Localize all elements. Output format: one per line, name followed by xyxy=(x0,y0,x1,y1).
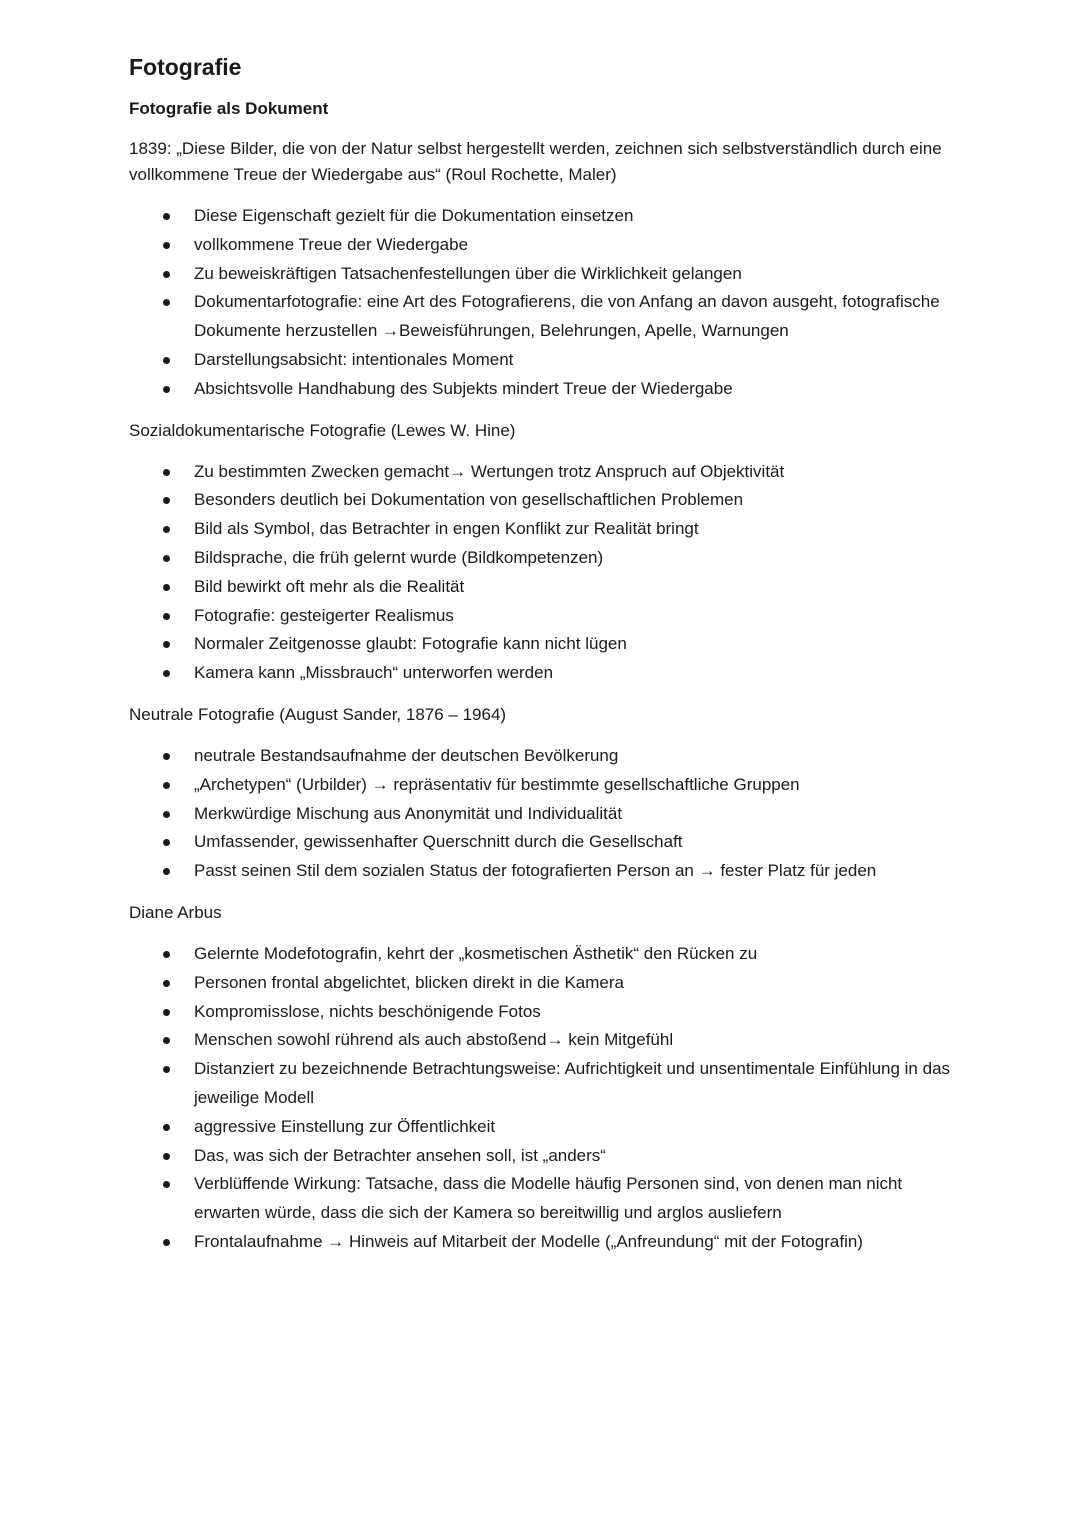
list-item xyxy=(129,486,959,515)
document-page xyxy=(129,50,959,1257)
list-item-text: Besonders deutlich bei Dokumentation von gesellschaftlichen Problemen xyxy=(194,490,744,510)
list-item-text: Passt seinen Stil dem sozialen Status der fotografierten Person an → fester Platz für jeden xyxy=(194,861,877,881)
list-item xyxy=(129,544,959,573)
list-item xyxy=(129,800,959,829)
bullet-icon xyxy=(163,641,170,648)
list-item xyxy=(129,659,959,688)
list-item xyxy=(129,742,959,771)
list-item-text: Bildsprache, die früh gelernt wurde (Bildkompetenzen) xyxy=(194,547,604,567)
bullet-icon xyxy=(163,753,170,760)
list-item xyxy=(129,828,959,857)
bullet-list xyxy=(129,742,959,886)
list-item xyxy=(129,346,959,375)
list-item-text: Absichtsvolle Handhabung des Subjekts mindert Treue der Wiedergabe xyxy=(194,378,733,398)
bullet-list xyxy=(129,202,959,404)
list-item-text: neutrale Bestandsaufnahme der deutschen Bevölkerung xyxy=(194,745,619,765)
list-item-text: Dokumentarfotografie: eine Art des Fotografierens, die von Anfang an davon ausgeht, fotografische Dokumente herzustellen →Beweisführungen, Belehrungen, Apelle, Warnungen xyxy=(194,292,940,341)
bullet-list xyxy=(129,940,959,1257)
list-item xyxy=(129,857,959,886)
bullet-icon xyxy=(163,1239,170,1246)
list-item-text: Kompromisslose, nichts beschönigende Fotos xyxy=(194,1001,541,1021)
list-item-text: Bild als Symbol, das Betrachter in engen Konflikt zur Realität bringt xyxy=(194,519,699,539)
list-item xyxy=(129,260,959,289)
list-item-text: Diese Eigenschaft gezielt für die Dokumentation einsetzen xyxy=(194,206,634,225)
bullet-icon xyxy=(163,1066,170,1073)
list-item xyxy=(129,458,959,487)
bullet-icon xyxy=(163,271,170,278)
bullet-icon xyxy=(163,497,170,504)
section-heading: Sozialdokumentarische Fotografie (Lewes W. Hine) xyxy=(129,420,516,440)
bullet-icon xyxy=(163,1181,170,1188)
list-item xyxy=(129,771,959,800)
bullet-icon xyxy=(163,584,170,591)
bullet-icon xyxy=(163,951,170,958)
list-item-text: Normaler Zeitgenosse glaubt: Fotografie kann nicht lügen xyxy=(194,634,627,654)
list-item xyxy=(129,602,959,631)
list-item xyxy=(129,1170,959,1228)
list-item-text: Darstellungsabsicht: intentionales Moment xyxy=(194,349,514,369)
document-subtitle: Fotografie als Dokument xyxy=(129,99,329,118)
section-heading: Diane Arbus xyxy=(129,902,222,922)
list-item-text: Kamera kann „Missbrauch“ unterworfen werden xyxy=(194,663,554,683)
bullet-icon xyxy=(163,1037,170,1044)
list-item xyxy=(129,1228,959,1257)
list-item-text: Fotografie: gesteigerter Realismus xyxy=(194,605,454,625)
list-item xyxy=(129,515,959,544)
bullet-icon xyxy=(163,386,170,393)
bullet-icon xyxy=(163,980,170,987)
list-item-text: Bild bewirkt oft mehr als die Realität xyxy=(194,576,465,596)
list-item-text: „Archetypen“ (Urbilder) → repräsentativ für bestimmte gesellschaftliche Gruppen xyxy=(194,774,800,794)
bullet-icon xyxy=(163,299,170,306)
list-item-text: Merkwürdige Mischung aus Anonymität und Individualität xyxy=(194,803,623,823)
bullet-icon xyxy=(163,213,170,220)
list-item xyxy=(129,202,959,231)
list-item-text: vollkommene Treue der Wiedergabe xyxy=(194,234,469,254)
list-item xyxy=(129,940,959,969)
list-item-text: Menschen sowohl rührend als auch abstoßend→ kein Mitgefühl xyxy=(194,1030,674,1050)
bullet-icon xyxy=(163,839,170,846)
bullet-icon xyxy=(163,868,170,875)
list-item xyxy=(129,630,959,659)
section-heading: Neutrale Fotografie (August Sander, 1876 – 1964) xyxy=(129,704,507,724)
list-item-text: Distanziert zu bezeichnende Betrachtungsweise: Aufrichtigkeit und unsentimentale Einfühlung in das jeweilige Modell xyxy=(194,1059,951,1107)
list-item-text: Das, was sich der Betrachter ansehen soll, ist „anders“ xyxy=(194,1145,606,1165)
bullet-icon xyxy=(163,1009,170,1016)
bullet-list xyxy=(129,458,959,688)
list-item-text: Frontalaufnahme → Hinweis auf Mitarbeit der Modelle („Anfreundung“ mit der Fotografin) xyxy=(194,1231,863,1251)
bullet-icon xyxy=(163,1124,170,1131)
list-item-text: Zu beweiskräftigen Tatsachenfestellungen über die Wirklichkeit gelangen xyxy=(194,263,742,283)
bullet-icon xyxy=(163,670,170,677)
bullet-icon xyxy=(163,526,170,533)
document-title: Fotografie xyxy=(129,54,242,80)
list-item xyxy=(129,1142,959,1171)
list-item xyxy=(129,288,959,346)
bullet-icon xyxy=(163,242,170,249)
list-item xyxy=(129,1113,959,1142)
bullet-icon xyxy=(163,782,170,789)
list-item xyxy=(129,573,959,602)
bullet-icon xyxy=(163,1153,170,1160)
bullet-icon xyxy=(163,613,170,620)
bullet-icon xyxy=(163,469,170,476)
list-item-text: Personen frontal abgelichtet, blicken direkt in die Kamera xyxy=(194,972,624,992)
list-item xyxy=(129,998,959,1027)
list-item xyxy=(129,969,959,998)
intro-quote: 1839: „Diese Bilder, die von der Natur selbst hergestellt werden, zeichnen sich selbstverständlich durch eine vollkommene Treue der Wiedergabe aus“ (Roul Rochette, Maler) xyxy=(129,139,942,184)
bullet-icon xyxy=(163,357,170,364)
list-item-text: Verblüffende Wirkung: Tatsache, dass die Modelle häufig Personen sind, von denen man nicht erwarten würde, dass die sich der Kamera so bereitwillig und arglos ausliefern xyxy=(194,1174,903,1223)
bullet-icon xyxy=(163,811,170,818)
list-item xyxy=(129,1026,959,1055)
list-item xyxy=(129,375,959,404)
list-item xyxy=(129,1055,959,1113)
list-item xyxy=(129,231,959,260)
bullet-icon xyxy=(163,555,170,562)
list-item-text: Gelernte Modefotografin, kehrt der „kosmetischen Ästhetik“ den Rücken zu xyxy=(194,943,758,963)
list-item-text: Zu bestimmten Zwecken gemacht→ Wertungen trotz Anspruch auf Objektivität xyxy=(194,461,785,481)
list-item-text: aggressive Einstellung zur Öffentlichkeit xyxy=(194,1116,496,1136)
sections-container xyxy=(129,202,959,1257)
list-item-text: Umfassender, gewissenhafter Querschnitt durch die Gesellschaft xyxy=(194,832,683,852)
